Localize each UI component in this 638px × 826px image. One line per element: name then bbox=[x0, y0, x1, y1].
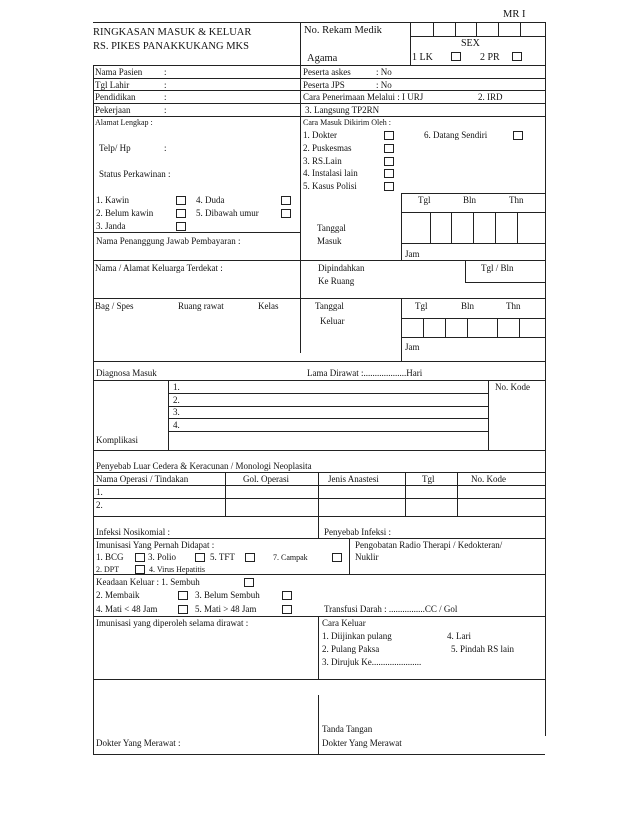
janda-checkbox[interactable] bbox=[176, 222, 186, 231]
dokter-merawat-signature-label: Dokter Yang Merawat bbox=[322, 738, 402, 748]
operasi-row: 1. bbox=[96, 487, 103, 497]
thn-keluar-header: Thn bbox=[506, 301, 521, 311]
campak-checkbox[interactable] bbox=[332, 553, 342, 562]
pindah-rs-option: 5. Pindah RS lain bbox=[451, 644, 515, 654]
penyebab-infeksi-label: Penyebab Infeksi : bbox=[324, 527, 391, 537]
kelas-label: Kelas bbox=[258, 301, 279, 311]
diagnosa-masuk-label: Diagnosa Masuk bbox=[96, 368, 157, 378]
tft-checkbox[interactable] bbox=[245, 553, 255, 562]
sex-lk-label: 1 LK bbox=[412, 52, 433, 63]
belum-sembuh-option: 3. Belum Sembuh bbox=[195, 590, 260, 600]
tgl-lahir-label: Tgl Lahir bbox=[95, 80, 130, 90]
jam-keluar-label: Jam bbox=[405, 342, 420, 352]
anastesi-header: Jenis Anastesi bbox=[328, 474, 379, 484]
transfusi-label: Transfusi Darah : ................CC / Gol bbox=[324, 604, 458, 614]
instalasi-checkbox[interactable] bbox=[384, 169, 394, 178]
dokter-merawat-label: Dokter Yang Merawat : bbox=[96, 738, 181, 748]
jps-value: : No bbox=[376, 80, 392, 90]
belum-sembuh-checkbox[interactable] bbox=[282, 591, 292, 600]
hepatitis-option: 4. Virus Hepatitis bbox=[149, 565, 206, 574]
penyebab-luar-label: Penyebab Luar Cedera & Keracunan / Monologi Neoplasita bbox=[96, 461, 312, 471]
membaik-option: 2. Membaik bbox=[96, 590, 140, 600]
sex-lk-checkbox[interactable] bbox=[451, 52, 461, 61]
bln-keluar-header: Bln bbox=[461, 301, 475, 311]
diagnosa-item: 4. bbox=[173, 420, 180, 430]
janda-option: 3. Janda bbox=[96, 221, 126, 231]
no-kode-label: No. Kode bbox=[495, 382, 530, 392]
belum-kawin-checkbox[interactable] bbox=[176, 209, 186, 218]
dibawah-umur-checkbox[interactable] bbox=[281, 209, 291, 218]
penanggung-label: Nama Penanggung Jawab Pembayaran : bbox=[96, 236, 241, 246]
ruang-rawat-label: Ruang rawat bbox=[178, 301, 224, 311]
sex-pr-checkbox[interactable] bbox=[512, 52, 522, 61]
diagnosa-item: 3. bbox=[173, 407, 180, 417]
lari-option: 4. Lari bbox=[447, 631, 471, 641]
cara-masuk-kasus-polisi: 5. Kasus Polisi bbox=[303, 181, 357, 191]
kawin-checkbox[interactable] bbox=[176, 196, 186, 205]
polio-checkbox[interactable] bbox=[195, 553, 205, 562]
form-code: MR I bbox=[503, 9, 526, 20]
bln-masuk-header: Bln bbox=[463, 195, 477, 205]
cara-masuk-dokter: 1. Dokter bbox=[303, 130, 337, 140]
gol-operasi-header: Gol. Operasi bbox=[243, 474, 289, 484]
rekam-medik-label: No. Rekam Medik bbox=[304, 25, 382, 36]
bcg-option: 1. BCG bbox=[96, 552, 124, 562]
dpt-checkbox[interactable] bbox=[135, 565, 145, 574]
operasi-row: 2. bbox=[96, 500, 103, 510]
pendidikan-label: Pendidikan bbox=[95, 92, 136, 102]
dibawah-umur-option: 5. Dibawah umur bbox=[196, 208, 259, 218]
mati-48-plus-checkbox[interactable] bbox=[282, 605, 292, 614]
colon: : bbox=[164, 80, 167, 90]
infeksi-nosokomial-label: Infeksi Nosikomial : bbox=[96, 527, 170, 537]
nama-operasi-header: Nama Operasi / Tindakan bbox=[96, 474, 189, 484]
imunisasi-label: Imunisasi Yang Pernah Didapat : bbox=[96, 540, 215, 550]
puskesmas-checkbox[interactable] bbox=[384, 144, 394, 153]
keluarga-label: Nama / Alamat Keluarga Terdekat : bbox=[95, 263, 223, 273]
form-title: RINGKASAN MASUK & KELUAR bbox=[93, 27, 252, 38]
keadaan-keluar-label: Keadaan Keluar : 1. Sembuh bbox=[96, 577, 200, 587]
diagnosa-item: 1. bbox=[173, 382, 180, 392]
colon: : bbox=[164, 92, 167, 102]
campak-option: 7. Campak bbox=[273, 553, 308, 562]
tft-option: 5. TFT bbox=[210, 552, 235, 562]
dipindahkan-label: Dipindahkan bbox=[318, 263, 365, 273]
hospital-name: RS. PIKES PANAKKUKANG MKS bbox=[93, 41, 249, 52]
askes-label: Peserta askes bbox=[303, 67, 351, 77]
mati-48-plus-option: 5. Mati > 48 Jam bbox=[195, 604, 257, 614]
lama-dirawat-label: Lama Dirawat :...................Hari bbox=[307, 368, 423, 378]
tgl-bln-label: Tgl / Bln bbox=[481, 263, 514, 273]
colon: : bbox=[164, 143, 167, 153]
tgl-masuk-header: Tgl bbox=[418, 195, 431, 205]
datang-sendiri-checkbox[interactable] bbox=[513, 131, 523, 140]
tgl-operasi-header: Tgl bbox=[422, 474, 435, 484]
nama-pasien-label: Nama Pasien bbox=[95, 67, 143, 77]
belum-kawin-option: 2. Belum kawin bbox=[96, 208, 154, 218]
askes-value: : No bbox=[376, 67, 392, 77]
sex-label: SEX bbox=[461, 38, 480, 49]
mati-48-checkbox[interactable] bbox=[178, 605, 188, 614]
polio-option: 3. Polio bbox=[148, 552, 177, 562]
cara-masuk-label: Cara Masuk Dikirim Oleh : bbox=[303, 118, 391, 127]
masuk-label: Masuk bbox=[317, 236, 342, 246]
bag-spes-label: Bag / Spes bbox=[95, 301, 134, 311]
pekerjaan-label: Pekerjaan bbox=[95, 105, 131, 115]
imunisasi-dirawat-label: Imunisasi yang diperoleh selama dirawat : bbox=[96, 618, 249, 628]
telp-label: Telp/ Hp bbox=[99, 143, 131, 153]
dokter-checkbox[interactable] bbox=[384, 131, 394, 140]
cara-masuk-rs-lain: 3. RS.Lain bbox=[303, 156, 342, 166]
jam-masuk-label: Jam bbox=[405, 249, 420, 259]
agama-label: Agama bbox=[307, 53, 338, 64]
komplikasi-label: Komplikasi bbox=[96, 435, 138, 445]
kode-operasi-header: No. Kode bbox=[471, 474, 506, 484]
nuklir-label: Nuklir bbox=[355, 552, 379, 562]
diijinkan-option: 1. Diijinkan pulang bbox=[322, 631, 392, 641]
tgl-keluar-header: Tgl bbox=[415, 301, 428, 311]
jps-label: Peserta JPS bbox=[303, 80, 345, 90]
thn-masuk-header: Thn bbox=[509, 195, 524, 205]
cara-penerimaan-label: Cara Penerimaan Melalui : I URJ bbox=[303, 92, 424, 102]
pulang-paksa-option: 2. Pulang Paksa bbox=[322, 644, 380, 654]
ird-option: 2. IRD bbox=[478, 92, 503, 102]
dpt-option: 2. DPT bbox=[96, 565, 120, 574]
duda-checkbox[interactable] bbox=[281, 196, 291, 205]
kawin-option: 1. Kawin bbox=[96, 195, 129, 205]
diagnosa-item: 2. bbox=[173, 395, 180, 405]
tanda-tangan-label: Tanda Tangan bbox=[322, 724, 373, 734]
ke-ruang-label: Ke Ruang bbox=[318, 276, 355, 286]
status-perkawinan-label: Status Perkawinan : bbox=[99, 169, 171, 179]
bcg-checkbox[interactable] bbox=[135, 553, 145, 562]
cara-masuk-puskesmas: 2. Puskesmas bbox=[303, 143, 352, 153]
langsung-option: 3. Langsung TP2RN bbox=[305, 105, 380, 115]
rs-lain-checkbox[interactable] bbox=[384, 157, 394, 166]
colon: : bbox=[164, 105, 167, 115]
cara-keluar-label: Cara Keluar bbox=[322, 618, 366, 628]
tanggal-keluar-label: Tanggal bbox=[315, 301, 344, 311]
colon: : bbox=[164, 67, 167, 77]
alamat-label: Alamat Lengkap : bbox=[95, 118, 153, 127]
cara-masuk-instalasi: 4. Instalasi lain bbox=[303, 168, 358, 178]
keluar-label: Keluar bbox=[320, 316, 345, 326]
membaik-checkbox[interactable] bbox=[178, 591, 188, 600]
pengobatan-label: Pengobatan Radio Therapi / Kedokteran/ bbox=[355, 540, 503, 550]
sembuh-checkbox[interactable] bbox=[244, 578, 254, 587]
tanggal-masuk-label: Tanggal bbox=[317, 223, 346, 233]
duda-option: 4. Duda bbox=[196, 195, 225, 205]
dirujuk-option: 3. Dirujuk Ke...................... bbox=[322, 657, 422, 667]
mati-48-option: 4. Mati < 48 Jam bbox=[96, 604, 158, 614]
cara-masuk-datang-sendiri: 6. Datang Sendiri bbox=[424, 130, 488, 140]
sex-pr-label: 2 PR bbox=[480, 52, 500, 63]
kasus-polisi-checkbox[interactable] bbox=[384, 182, 394, 191]
